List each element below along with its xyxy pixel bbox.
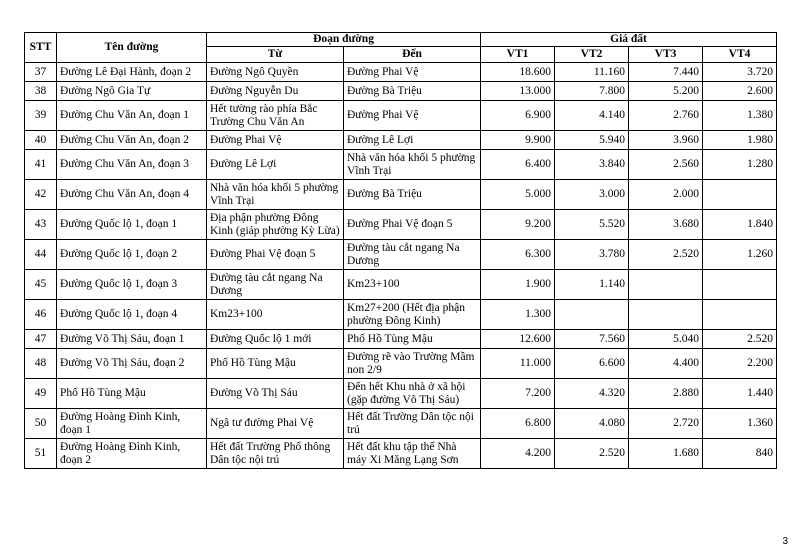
page-number: 3: [782, 536, 788, 547]
land-price-table: [24, 32, 777, 469]
cell-vt4: 1.360: [703, 409, 777, 439]
table-row: [25, 240, 777, 270]
cell-vt2: 4.320: [555, 379, 629, 409]
cell-to: Km27+200 (Hết địa phận phường Đông Kinh): [344, 300, 481, 330]
table-row: [25, 270, 777, 300]
header-vt2: VT2: [555, 47, 629, 63]
cell-stt: 40: [25, 131, 57, 150]
cell-vt2: 6.600: [555, 349, 629, 379]
cell-vt4: 1.840: [703, 210, 777, 240]
cell-vt2: 3.780: [555, 240, 629, 270]
cell-to: Đường Bà Triệu: [344, 82, 481, 101]
cell-stt: 39: [25, 101, 57, 131]
cell-to: Nhà văn hóa khối 5 phường Vĩnh Trại: [344, 150, 481, 180]
header-row-top: [25, 33, 777, 47]
cell-vt4: 1.260: [703, 240, 777, 270]
cell-vt3: 1.680: [629, 439, 703, 469]
cell-vt4: 2.200: [703, 349, 777, 379]
cell-vt3: [629, 270, 703, 300]
header-segment: Đoạn đường: [207, 33, 481, 47]
cell-from: Địa phận phường Đông Kinh (giáp phường Kỳ Lừa): [207, 210, 344, 240]
cell-vt1: 9.900: [481, 131, 555, 150]
cell-stt: 48: [25, 349, 57, 379]
cell-from: Đường Ngô Quyền: [207, 63, 344, 82]
cell-stt: 46: [25, 300, 57, 330]
cell-vt1: 7.200: [481, 379, 555, 409]
cell-from: Hết đất Trường Phổ thông Dân tộc nội trú: [207, 439, 344, 469]
cell-vt4: 1.440: [703, 379, 777, 409]
cell-from: Đường tàu cắt ngang Na Dương: [207, 270, 344, 300]
cell-stt: 44: [25, 240, 57, 270]
cell-vt4: 1.280: [703, 150, 777, 180]
cell-vt2: 5.940: [555, 131, 629, 150]
cell-street-name: Đường Hoàng Đình Kinh, đoạn 2: [57, 439, 207, 469]
cell-to: Đường Phai Vệ: [344, 63, 481, 82]
cell-stt: 51: [25, 439, 57, 469]
cell-vt3: 5.200: [629, 82, 703, 101]
cell-stt: 45: [25, 270, 57, 300]
cell-from: Hết tường rào phía Bắc Trường Chu Văn An: [207, 101, 344, 131]
cell-stt: 42: [25, 180, 57, 210]
cell-from: Đường Phai Vệ: [207, 131, 344, 150]
cell-vt1: 4.200: [481, 439, 555, 469]
cell-vt2: 5.520: [555, 210, 629, 240]
cell-vt4: 2.520: [703, 330, 777, 349]
cell-vt4: 840: [703, 439, 777, 469]
cell-vt2: 2.520: [555, 439, 629, 469]
header-vt3: VT3: [629, 47, 703, 63]
cell-vt4: [703, 180, 777, 210]
table-row: [25, 180, 777, 210]
cell-street-name: Đường Chu Văn An, đoạn 4: [57, 180, 207, 210]
cell-stt: 49: [25, 379, 57, 409]
cell-vt3: 7.440: [629, 63, 703, 82]
cell-to: Đường Phai Vệ đoạn 5: [344, 210, 481, 240]
cell-vt2: 4.140: [555, 101, 629, 131]
cell-street-name: Đường Quốc lộ 1, đoạn 4: [57, 300, 207, 330]
cell-vt3: 5.040: [629, 330, 703, 349]
cell-vt2: 3.000: [555, 180, 629, 210]
cell-vt2: 3.840: [555, 150, 629, 180]
cell-vt1: 9.200: [481, 210, 555, 240]
cell-stt: 47: [25, 330, 57, 349]
cell-vt3: 2.000: [629, 180, 703, 210]
table-row: [25, 63, 777, 82]
cell-vt1: 18.600: [481, 63, 555, 82]
cell-street-name: Đường Chu Văn An, đoạn 3: [57, 150, 207, 180]
cell-vt1: 1.300: [481, 300, 555, 330]
cell-vt4: 3.720: [703, 63, 777, 82]
cell-stt: 41: [25, 150, 57, 180]
header-land-price: Giá đất: [481, 33, 777, 47]
cell-vt2: 1.140: [555, 270, 629, 300]
cell-vt3: 2.560: [629, 150, 703, 180]
cell-from: Phố Hồ Tùng Mậu: [207, 349, 344, 379]
cell-vt3: 2.520: [629, 240, 703, 270]
cell-vt1: 11.000: [481, 349, 555, 379]
cell-vt3: 3.960: [629, 131, 703, 150]
cell-street-name: Đường Quốc lộ 1, đoạn 3: [57, 270, 207, 300]
cell-to: Đến hết Khu nhà ở xã hội (gặp đường Võ Thị Sáu): [344, 379, 481, 409]
cell-to: Đường Bà Triệu: [344, 180, 481, 210]
cell-to: Hết đất khu tập thể Nhà máy Xi Măng Lạng Sơn: [344, 439, 481, 469]
cell-vt1: 1.900: [481, 270, 555, 300]
cell-street-name: Đường Hoàng Đình Kinh, đoạn 1: [57, 409, 207, 439]
cell-vt1: 12.600: [481, 330, 555, 349]
cell-from: Đường Quốc lộ 1 mới: [207, 330, 344, 349]
cell-to: Đường Phai Vệ: [344, 101, 481, 131]
cell-vt2: 4.080: [555, 409, 629, 439]
cell-stt: 50: [25, 409, 57, 439]
cell-vt4: 1.380: [703, 101, 777, 131]
cell-vt1: 6.800: [481, 409, 555, 439]
cell-street-name: Đường Ngô Gia Tự: [57, 82, 207, 101]
cell-street-name: Phố Hồ Tùng Mậu: [57, 379, 207, 409]
cell-from: Đường Võ Thị Sáu: [207, 379, 344, 409]
cell-street-name: Đường Quốc lộ 1, đoạn 1: [57, 210, 207, 240]
table-row: [25, 379, 777, 409]
cell-from: Đường Nguyễn Du: [207, 82, 344, 101]
table-row: [25, 150, 777, 180]
header-from: Từ: [207, 47, 344, 63]
cell-vt4: [703, 270, 777, 300]
cell-street-name: Đường Lê Đại Hành, đoạn 2: [57, 63, 207, 82]
header-street-name: Tên đường: [57, 33, 207, 63]
cell-street-name: Đường Quốc lộ 1, đoạn 2: [57, 240, 207, 270]
header-vt4: VT4: [703, 47, 777, 63]
cell-vt3: 2.720: [629, 409, 703, 439]
cell-vt1: 5.000: [481, 180, 555, 210]
table-row: [25, 349, 777, 379]
table-row: [25, 330, 777, 349]
cell-vt2: 7.560: [555, 330, 629, 349]
cell-vt3: 2.760: [629, 101, 703, 131]
cell-to: Đường rẽ vào Trường Mầm non 2/9: [344, 349, 481, 379]
cell-vt1: 6.400: [481, 150, 555, 180]
cell-vt2: 7.800: [555, 82, 629, 101]
cell-to: Đường Lê Lợi: [344, 131, 481, 150]
cell-vt1: 6.900: [481, 101, 555, 131]
cell-to: Đường tàu cắt ngang Na Dương: [344, 240, 481, 270]
cell-street-name: Đường Chu Văn An, đoạn 1: [57, 101, 207, 131]
cell-street-name: Đường Võ Thị Sáu, đoạn 2: [57, 349, 207, 379]
cell-vt2: 11.160: [555, 63, 629, 82]
table-row: [25, 409, 777, 439]
cell-to: Hết đất Trường Dân tộc nội trú: [344, 409, 481, 439]
cell-street-name: Đường Chu Văn An, đoạn 2: [57, 131, 207, 150]
cell-vt3: 4.400: [629, 349, 703, 379]
cell-street-name: Đường Võ Thị Sáu, đoạn 1: [57, 330, 207, 349]
cell-to: Km23+100: [344, 270, 481, 300]
header-to: Đến: [344, 47, 481, 63]
cell-vt1: 6.300: [481, 240, 555, 270]
header-vt1: VT1: [481, 47, 555, 63]
table-row: [25, 131, 777, 150]
cell-from: Km23+100: [207, 300, 344, 330]
cell-from: Nhà văn hóa khối 5 phường Vĩnh Trại: [207, 180, 344, 210]
cell-vt4: [703, 300, 777, 330]
header-stt: STT: [25, 33, 57, 63]
cell-vt3: 2.880: [629, 379, 703, 409]
cell-stt: 37: [25, 63, 57, 82]
cell-vt2: [555, 300, 629, 330]
cell-vt3: [629, 300, 703, 330]
cell-from: Đường Lê Lợi: [207, 150, 344, 180]
cell-vt1: 13.000: [481, 82, 555, 101]
cell-to: Phố Hồ Tùng Mậu: [344, 330, 481, 349]
cell-from: Ngã tư đường Phai Vệ: [207, 409, 344, 439]
table-row: [25, 82, 777, 101]
table-row: [25, 300, 777, 330]
table-row: [25, 101, 777, 131]
cell-vt4: 1.980: [703, 131, 777, 150]
table-row: [25, 210, 777, 240]
cell-from: Đường Phai Vệ đoạn 5: [207, 240, 344, 270]
cell-stt: 38: [25, 82, 57, 101]
cell-vt3: 3.680: [629, 210, 703, 240]
table-row: [25, 439, 777, 469]
cell-vt4: 2.600: [703, 82, 777, 101]
cell-stt: 43: [25, 210, 57, 240]
